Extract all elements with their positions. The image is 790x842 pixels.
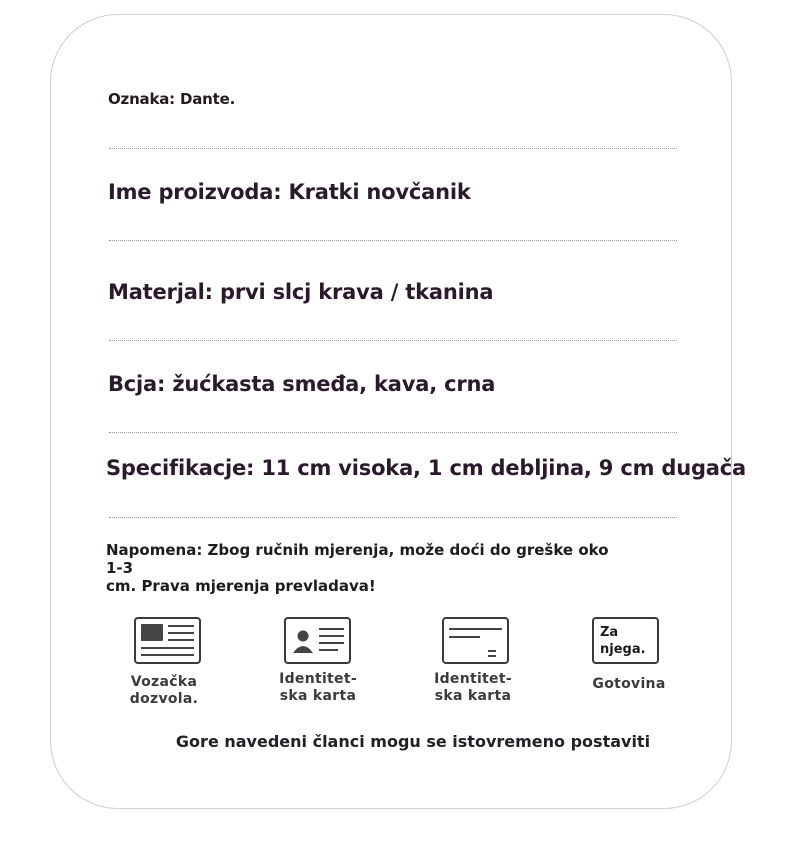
cash-note-line: njega.: [600, 642, 646, 657]
caption-line: ska karta: [279, 688, 357, 704]
slot-caption: [569, 676, 689, 693]
brand-tag: Oznaka: Dante.: [108, 90, 236, 108]
footer-note: Gore navedeni članci mogu se istovremeno postaviti: [175, 732, 651, 751]
separator: [109, 340, 677, 341]
specification: Specifikacje: 11 cm visoka, 1 cm debljina, 9 cm dugača: [106, 456, 746, 480]
caption-line: Identitet-: [434, 671, 512, 687]
driver-license-icon: [134, 617, 201, 664]
caption-line: Identitet-: [279, 671, 357, 687]
color: Bcja: žućkasta smeđa, kava, crna: [108, 372, 496, 396]
product-name: Ime proizvoda: Kratki novčanik: [108, 180, 471, 204]
slot-caption: [413, 671, 533, 705]
note-line-2: cm. Prava mjerenja prevladava!: [106, 577, 376, 595]
cash-note-text: [600, 624, 646, 658]
note-line-1: Napomena: Zbog ručnih mjerenja, može doći do greške oko 1-3: [106, 541, 609, 577]
slot-caption: [258, 671, 378, 705]
id-card-lines-icon: [442, 617, 509, 664]
material: Materjal: prvi slcj krava / tkanina: [108, 280, 494, 304]
caption-line: Gotovina: [592, 676, 666, 692]
cash-note-line: Za: [600, 625, 619, 640]
separator: [109, 432, 677, 433]
caption-line: Vozačka: [130, 674, 198, 690]
id-card-photo-icon: [284, 617, 351, 664]
separator: [109, 148, 677, 149]
measurement-note: [106, 541, 626, 595]
separator: [109, 240, 677, 241]
caption-line: dozvola.: [129, 691, 199, 707]
caption-line: ska karta: [434, 688, 512, 704]
separator: [109, 517, 677, 518]
slot-caption: [104, 674, 224, 708]
cash-note-icon: [592, 617, 659, 664]
